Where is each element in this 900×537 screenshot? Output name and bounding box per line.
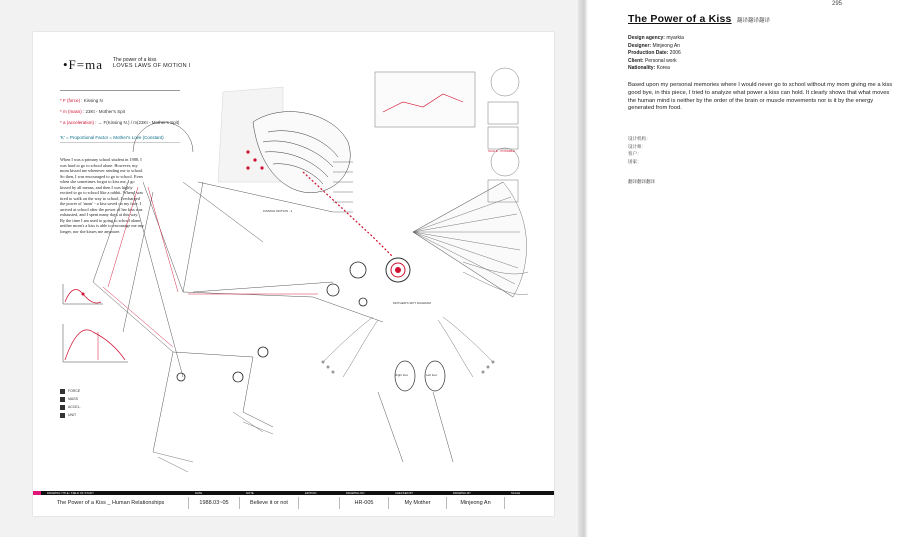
header-note: NOTE xyxy=(246,491,254,495)
title-block-drawing-no: HR-005 xyxy=(340,497,389,509)
story-text: When I was a primary school student in 1988, I was hard to go to school alone. However, my mom kissed me whenever sending me to school. So then, I was encouraged to go to school. Even when she sometimes forgot to kiss me, I go kissed by all means, and then I was highly excited to go to school like a rabbit. When I was tired to walk on the way to school, I recharged the power of 'mom' - a kiss saved on my face. I arrived at school after the power of her kiss was exhausted, and I spent many days at this way. By the time I am used to going to school alone, neither mom's a kiss is able to encourage me any longer, nor she kisses me anymore. xyxy=(60,157,144,234)
header-drawing-by: DRAWING BY xyxy=(453,491,471,495)
zh-field: 客户： xyxy=(628,151,642,156)
legend-item: FORCE xyxy=(60,387,100,395)
left-foot-label: Left foot xyxy=(426,373,437,377)
header-edition: EDITION xyxy=(305,491,317,495)
page-gutter xyxy=(578,0,588,537)
kissing-motion-label: KISSING MOTION - 1 xyxy=(263,209,293,213)
title-block-date: 1988.03~05 xyxy=(189,497,240,509)
poster-sheet xyxy=(33,32,554,516)
credit-date: Production Date: 2006 xyxy=(628,50,681,56)
definition-acceleration: * a (acceleration) : → F(Kissing N.) / m(23Kt - Mother's Spit) xyxy=(60,120,180,125)
title-block-accent xyxy=(33,491,41,495)
finger-dots xyxy=(322,361,495,374)
title-block-drawing-by: Minjeong An xyxy=(447,497,505,509)
feet xyxy=(378,361,453,462)
fan-wing xyxy=(413,182,527,297)
title-block-checked-by: My Mother xyxy=(389,497,447,509)
definition-mass: * m (mass) : 23Kt - Mother's Spit xyxy=(60,109,125,114)
joint-circles xyxy=(177,262,367,382)
credit-designer: Designer: Minjeong An xyxy=(628,42,680,49)
header-drawing-no: DRAWING NO xyxy=(346,491,365,495)
credit-nationality: Nationality: Korea xyxy=(628,65,670,71)
credits xyxy=(628,35,684,73)
legend-item: MASS xyxy=(60,395,100,403)
mass-graph xyxy=(63,324,128,362)
subtitle-line-1: The power of a kiss xyxy=(113,57,157,63)
header-title: DRAWING TITLE / FIELD OF STUDY xyxy=(47,491,94,495)
zh-field: 设计机构： xyxy=(628,136,651,141)
right-foot-label: Right foot xyxy=(395,373,408,377)
legend-item: UNIT xyxy=(60,411,100,419)
credit-client: Client: Personal work xyxy=(628,57,677,64)
zh-note: 翻译翻译翻译 xyxy=(628,179,655,184)
formula-title: •F=ma xyxy=(63,57,103,72)
article-title: The Power of a Kiss xyxy=(628,13,732,25)
header-scale: SCALE xyxy=(511,491,521,495)
spit-diagram-label: MOTHER'S SPIT DIAGRAM xyxy=(393,301,431,305)
zh-field: 设计师： xyxy=(628,143,646,149)
zh-field: 国家： xyxy=(628,158,642,164)
page-number: 295 xyxy=(832,1,843,7)
definition-constant: 'K' = Proportional Factor = Mother's Love (Constant) xyxy=(60,135,164,140)
title-block-bar xyxy=(33,491,554,495)
article-description: Based upon my personal memories where I would never go to school without my mom giving me a kiss good bye, in this piece, I tried to analyze what power a kiss can hold. It clearly shows that what moves the human mind is neither by the order of the brain or muscle movements nor is it by the energy generated from food. xyxy=(628,82,893,112)
title-block-edition xyxy=(299,497,340,509)
target-mark xyxy=(386,258,410,282)
scale-label: SCALE : POSSIBLE xyxy=(488,149,516,153)
subtitle-line-2: LOVES LAWS OF MOTION I xyxy=(113,63,191,69)
legend-item: ACCEL. xyxy=(60,403,100,411)
title-block-title: The Power of a Kiss _ Human Relationships xyxy=(33,497,189,509)
zh-credits xyxy=(628,135,651,165)
credit-agency: Design agency: myarkia xyxy=(628,35,684,41)
strings xyxy=(153,412,273,472)
title-block-note: Believe it or not xyxy=(240,497,299,509)
force-graph xyxy=(63,284,103,304)
header-date: DATE xyxy=(195,491,203,495)
definition-force: * F (force) : Kissing N xyxy=(60,98,103,103)
tech-boxes xyxy=(375,68,519,202)
anatomical-drawing xyxy=(33,32,554,488)
header-checked-by: CHECKED BY xyxy=(395,491,414,495)
article-title-zh: 翻译翻译翻译 xyxy=(737,18,771,24)
